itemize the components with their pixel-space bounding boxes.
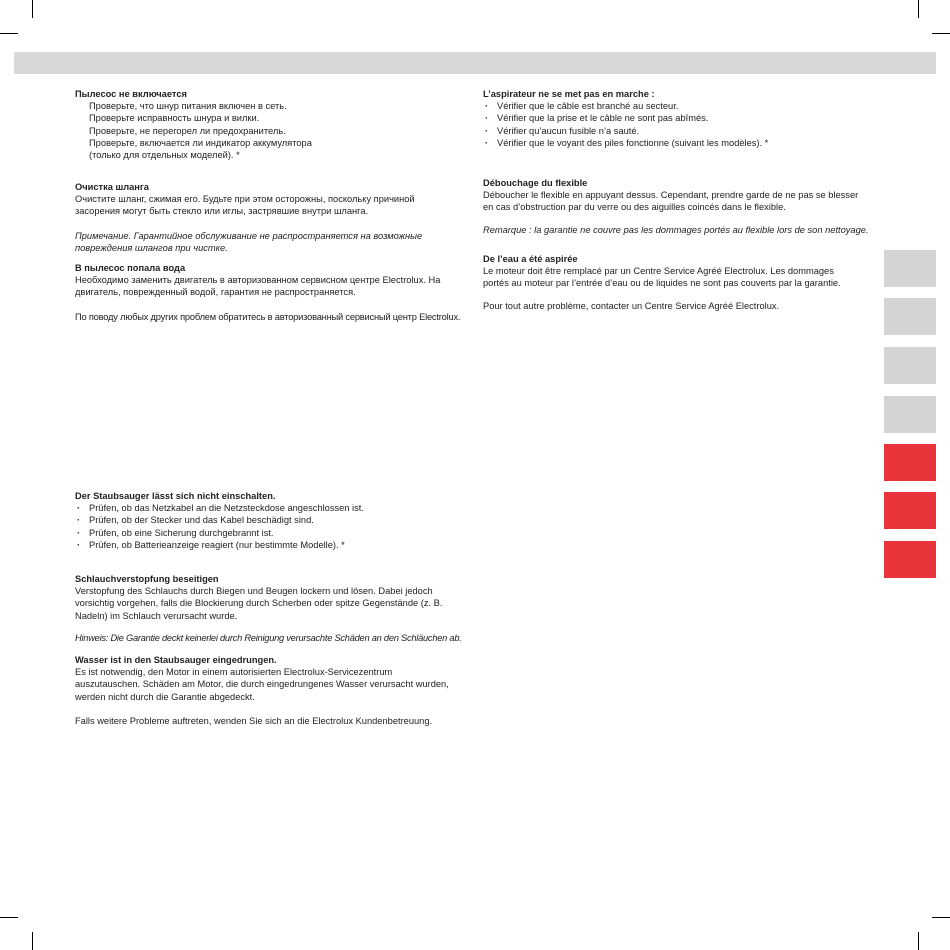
check-item: · Vérifier que le voyant des piles fonctionne (suivant les modèles). * — [483, 137, 878, 149]
crop-mark — [918, 0, 919, 18]
section-heading: Очистка шланга — [75, 182, 149, 192]
section-heading: Débouchage du flexible — [483, 178, 588, 188]
crop-mark — [932, 917, 950, 918]
fr-not-start-section — [483, 88, 878, 149]
section-heading: De l’eau a été aspirée — [483, 254, 578, 264]
warranty-note: Примечание. Гарантийное обслуживание не распространяется на возможные — [75, 230, 423, 241]
ru-hose-section — [75, 181, 470, 254]
body-line: en cas d’obstruction par du verre ou des aiguilles coincés dans le flexible. — [483, 202, 786, 213]
body-line: двигатель, поврежденный водой, гарантия не распространяется. — [75, 287, 356, 298]
fr-hose-section — [483, 177, 878, 236]
language-tab-active — [884, 444, 936, 481]
crop-mark — [932, 33, 950, 34]
body-line: vorsichtig vorgehen, falls die Blockierung durch Scherben oder spitze Gegenstände (z. B. — [75, 598, 443, 609]
de-column — [75, 490, 470, 730]
ru-column — [75, 88, 470, 328]
language-tab-active — [884, 541, 936, 578]
de-water-section — [75, 654, 470, 727]
body-line: засорения могут быть стекло или иглы, застрявшие внутри шланга. — [75, 206, 369, 217]
check-item: · Prüfen, ob der Stecker und das Kabel beschädigt sind. — [75, 514, 470, 526]
de-hose-section — [75, 573, 470, 644]
warranty-note: Remarque : la garantie ne couvre pas les dommages portés au flexible lors de son nettoyage. — [483, 224, 869, 235]
section-heading: Пылесос не включается — [75, 89, 187, 99]
check-item: Проверьте исправность шнура и вилки. — [89, 113, 260, 124]
check-item: · Prüfen, ob eine Sicherung durchgebrannt ist. — [75, 527, 470, 539]
language-tab — [884, 250, 936, 287]
check-item: Проверьте, не перегорел ли предохранитель. — [89, 125, 286, 136]
fr-water-section — [483, 253, 878, 312]
crop-mark — [32, 932, 33, 950]
body-line: Déboucher le flexible en appuyant dessus. Cependant, prendre garde de ne pas se blesser — [483, 190, 859, 201]
check-item: · Vérifier que la prise et le câble ne sont pas abîmés. — [483, 112, 878, 124]
body-line: Необходимо заменить двигатель в авторизованном сервисном центре Electrolux. На — [75, 275, 441, 286]
check-item: · Prüfen, ob Batterieanzeige reagiert (nur bestimmte Modelle). * — [75, 539, 470, 551]
section-heading: Schlauchverstopfung beseitigen — [75, 574, 219, 584]
crop-mark — [918, 932, 919, 950]
ru-not-start-section — [75, 88, 470, 161]
section-heading: В пылесос попала вода — [75, 263, 186, 273]
language-tab — [884, 347, 936, 384]
crop-mark — [32, 0, 33, 18]
other-problems: Pour tout autre problème, contacter un Centre Service Agréé Electrolux. — [483, 300, 780, 311]
check-item: Проверьте, что шнур питания включен в сеть. — [89, 101, 287, 112]
warranty-note: Hinweis: Die Garantie deckt keinerlei durch Reinigung verursachte Schäden an den Schläuchen ab. — [75, 632, 462, 643]
check-item: Проверьте, включается ли индикатор аккумулятора — [89, 137, 312, 148]
section-heading: Wasser ist in den Staubsauger eingedrungen. — [75, 655, 277, 665]
de-not-start-section — [75, 490, 470, 551]
body-line: Verstopfung des Schlauchs durch Biegen und Beugen lockern und lösen. Dabei jedoch — [75, 586, 433, 597]
language-tab-active — [884, 492, 936, 529]
body-line: Le moteur doit être remplacé par un Centre Service Agréé Electrolux. Les dommages — [483, 266, 834, 277]
body-line: werden nicht durch die Garantie abgedeckt. — [75, 691, 255, 702]
section-heading: Der Staubsauger lässt sich nicht einschalten. — [75, 491, 276, 501]
language-tab — [884, 298, 936, 335]
body-line: Es ist notwendig, den Motor in einem autorisierten Electrolux-Servicezentrum — [75, 667, 393, 678]
section-heading: L’aspirateur ne se met pas en marche : — [483, 89, 655, 99]
body-line: Очистите шланг, сжимая его. Будьте при этом осторожны, поскольку причиной — [75, 194, 415, 205]
header-band — [14, 52, 936, 74]
body-line: auszutauschen. Schäden am Motor, die durch eingedrungenes Wasser verursacht wurden, — [75, 679, 449, 690]
warranty-note: повреждения шлангов при чистке. — [75, 242, 228, 253]
check-item: · Vérifier qu’aucun fusible n’a sauté. — [483, 125, 878, 137]
fr-column — [483, 88, 878, 328]
body-line: Nadeln) im Schlauch verursacht wurde. — [75, 610, 238, 621]
ru-water-section — [75, 262, 470, 323]
check-item: · Prüfen, ob das Netzkabel an die Netzsteckdose angeschlossen ist. — [75, 502, 470, 514]
check-item: · Vérifier que le câble est branché au secteur. — [483, 100, 878, 112]
check-item: (только для отдельных моделей). * — [89, 150, 240, 161]
other-problems: По поводу любых других проблем обратитесь в авторизованный сервисный центр Electrolux. — [75, 311, 461, 322]
body-line: portés au moteur par l’entrée d’eau ou de liquides ne sont pas couverts par la garantie. — [483, 278, 841, 289]
crop-mark — [0, 33, 18, 34]
language-tab — [884, 396, 936, 433]
other-problems: Falls weitere Probleme auftreten, wenden Sie sich an die Electrolux Kundenbetreuung. — [75, 715, 433, 726]
crop-mark — [0, 917, 18, 918]
